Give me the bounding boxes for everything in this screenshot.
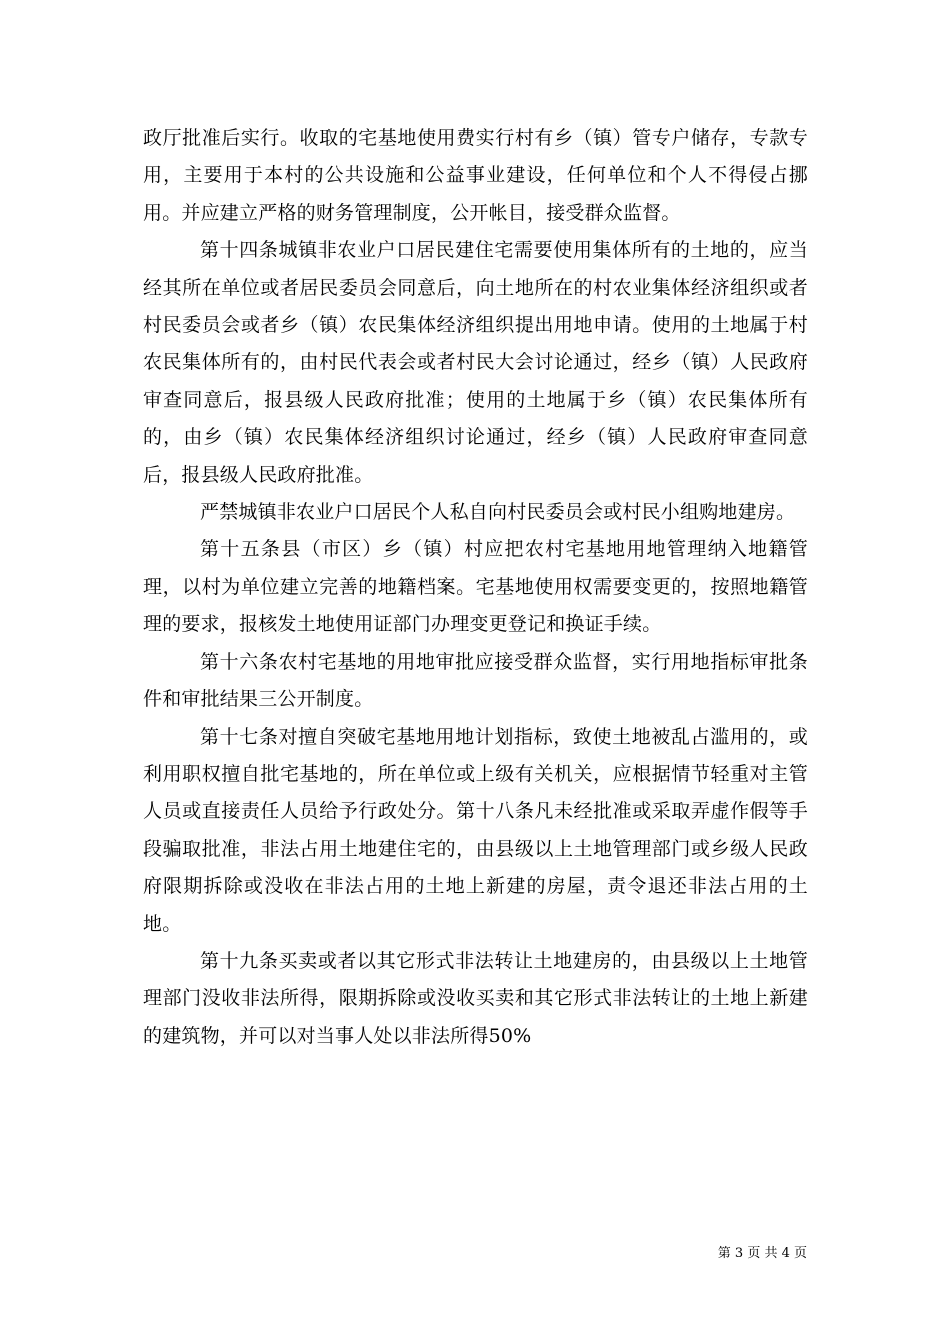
paragraph-prohibition: 严禁城镇非农业户口居民个人私自向村民委员会或村民小组购地建房。 <box>200 501 796 524</box>
paragraph-article-15: 第十五条县（市区）乡（镇）村应把农村宅基地用地管理纳入地籍管理，以村为单位建立完善的地籍档案。宅基地使用权需要变更的，按照地籍管理的要求，报核发土地使用证部门办理变更登记和换证手续。 <box>143 538 808 636</box>
paragraph-article-16: 第十六条农村宅基地的用地审批应接受群众监督，实行用地指标审批条件和审批结果三公开制度。 <box>143 650 808 711</box>
paragraph-article-17-18: 第十七条对擅自突破宅基地用地计划指标，致使土地被乱占滥用的，或利用职权擅自批宅基地的，所在单位或上级有关机关，应根据情节轻重对主管人员或直接责任人员给予行政处分。第十八条凡未经批准或采取弄虚作假等手段骗取批准，非法占用土地建住宅的，由县级以上土地管理部门或乡级人民政府限期拆除或没收在非法占用的土地上新建的房屋，责令退还非法占用的土地。 <box>143 725 808 935</box>
document-body <box>143 120 808 1055</box>
paragraph-article-19: 第十九条买卖或者以其它形式非法转让土地建房的，由县级以上土地管理部门没收非法所得，限期拆除或没收买卖和其它形式非法转让的土地上新建的建筑物，并可以对当事人处以非法所得50% <box>143 949 808 1047</box>
paragraph-article-14: 第十四条城镇非农业户口居民建住宅需要使用集体所有的土地的，应当经其所在单位或者居民委员会同意后，向土地所在的村农业集体经济组织或者村民委员会或者乡（镇）农民集体经济组织提出用地申请。使用的土地属于村农民集体所有的，由村民代表会或者村民大会讨论通过，经乡（镇）人民政府审查同意后，报县级人民政府批准；使用的土地属于乡（镇）农民集体所有的，由乡（镇）农民集体经济组织讨论通过，经乡（镇）人民政府审查同意后，报县级人民政府批准。 <box>143 239 808 486</box>
page-number-footer: 第 3 页 共 4 页 <box>717 1246 807 1261</box>
paragraph-continuation: 政厅批准后实行。收取的宅基地使用费实行村有乡（镇）管专户储存，专款专用，主要用于本村的公共设施和公益事业建设，任何单位和个人不得侵占挪用。并应建立严格的财务管理制度，公开帐目，接受群众监督。 <box>143 127 808 224</box>
